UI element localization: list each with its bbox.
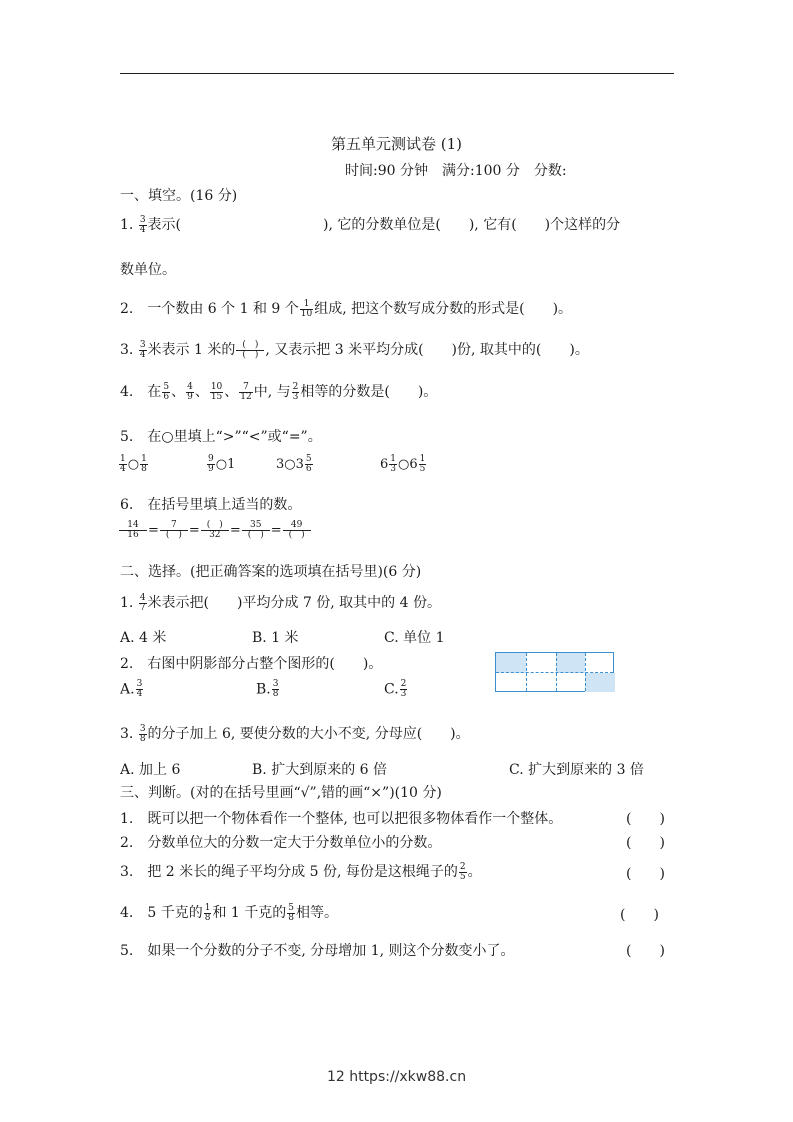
page-footer: 12 https://xkw88.cn: [326, 1069, 467, 1085]
judge-q3-answer: ( ): [626, 866, 665, 882]
section-judge-heading: 三、判断。(对的在括号里画“√”,错的画“×”)(10 分): [120, 785, 442, 801]
compare-4: 6 $\frac{1}{3}$ ○6 $\frac{1}{5}$: [380, 454, 426, 474]
fraction: $\frac{3}{4}$: [139, 214, 146, 235]
section-fill-heading: 一、填空。(16 分): [120, 188, 238, 204]
choice-q2-option-b: B. $\frac{3}{8}$: [256, 679, 279, 699]
judge-q4-answer: ( ): [620, 907, 659, 923]
compare-3: 3○3 $\frac{5}{6}$: [276, 454, 312, 474]
grid-cell-shaded: [496, 653, 526, 673]
choice-q3-option-c: C. 扩大到原来的 3 倍: [509, 762, 644, 778]
judge-q1-answer: ( ): [626, 811, 665, 827]
choice-q3: 3. $\frac{3}{8}$ 的分子加上 6, 要使分数的大小不变, 分母应( )。: [120, 723, 470, 744]
shaded-grid-figure: [495, 652, 614, 692]
fill-q3: 3. $\frac{3}{4}$ 米表示 1 米的 ( ) ( ) , 又表示把 3 米平均分成( )份, 取其中的( )。: [120, 339, 589, 360]
fill-q1-cont: 数单位。: [120, 262, 176, 278]
judge-q3: 3. 把 2 米长的绳子平均分成 5 份, 每份是这根绳子的 $\frac{2}{5}$ 。: [120, 861, 482, 882]
choice-q2: 2. 右图中阴影部分占整个图形的( )。: [120, 656, 383, 672]
section-choice-heading: 二、选择。(把正确答案的选项填在括号里)(6 分): [120, 564, 422, 580]
choice-q1-option-a: A. 4 米: [120, 630, 167, 646]
choice-q2-option-c: C. $\frac{2}{3}$: [384, 679, 407, 699]
judge-q2: 2. 分数单位大的分数一定大于分数单位小的分数。: [120, 835, 442, 851]
judge-q4: 4. 5 千克的 $\frac{1}{8}$ 和 1 千克的 $\frac{5}{8}$ 相等。: [120, 902, 338, 923]
page-title: 第五单元测试卷 (1): [330, 135, 463, 153]
exam-meta: 时间:90 分钟 满分:100 分 分数:: [345, 163, 567, 179]
choice-q2-option-a: A. $\frac{3}{4}$: [120, 679, 143, 699]
judge-q5-answer: ( ): [626, 943, 665, 959]
fill-q4: 4. 在 $\frac{5}{6}$ 、 $\frac{4}{9}$ 、 $\frac{10}{15}$ 、 $\frac{7}{12}$ 中, 与 $\frac{2}{3}$ 相等的分数是( )。: [120, 381, 438, 402]
compare-2: $\frac{9}{9}$ ○1: [208, 454, 236, 474]
top-rule: [120, 73, 674, 74]
choice-q1-option-b: B. 1 米: [252, 630, 299, 646]
fill-q6: 6. 在括号里填上适当的数。: [120, 497, 302, 513]
fill-q2: 2. 一个数由 6 个 1 和 9 个 $\frac{1}{10}$ 组成, 把这个数写成分数的形式是( )。: [120, 298, 573, 319]
choice-q1: 1. $\frac{4}{7}$ 米表示把( )平均分成 7 份, 取其中的 4 份。: [120, 592, 441, 613]
choice-q1-option-c: C. 单位 1: [384, 630, 445, 646]
choice-q3-option-b: B. 扩大到原来的 6 倍: [252, 762, 387, 778]
grid-cell-shaded: [585, 673, 615, 693]
compare-1: $\frac{1}{4}$ ○ $\frac{1}{8}$: [120, 454, 147, 474]
grid-cell-shaded: [556, 653, 586, 673]
judge-q2-answer: ( ): [626, 835, 665, 851]
judge-q1: 1. 既可以把一个物体看作一个整体, 也可以把很多物体看作一个整体。: [120, 811, 563, 827]
judge-q5: 5. 如果一个分数的分子不变, 分母增加 1, 则这个分数变小了。: [120, 943, 515, 959]
grid-divider: [496, 672, 613, 673]
choice-q3-option-a: A. 加上 6: [120, 762, 181, 778]
equivalent-fractions: $\frac{14}{16}$ = 7 ( ) = ( ) 32 = 35 ( ) = 49 ( ): [118, 521, 312, 540]
fill-q5: 5. 在○里填上“>”“<”或“=”。: [120, 429, 322, 445]
fill-q1: 1. $\frac{3}{4}$ 表示( ), 它的分数单位是( ), 它有( )个这样的分: [120, 214, 621, 235]
